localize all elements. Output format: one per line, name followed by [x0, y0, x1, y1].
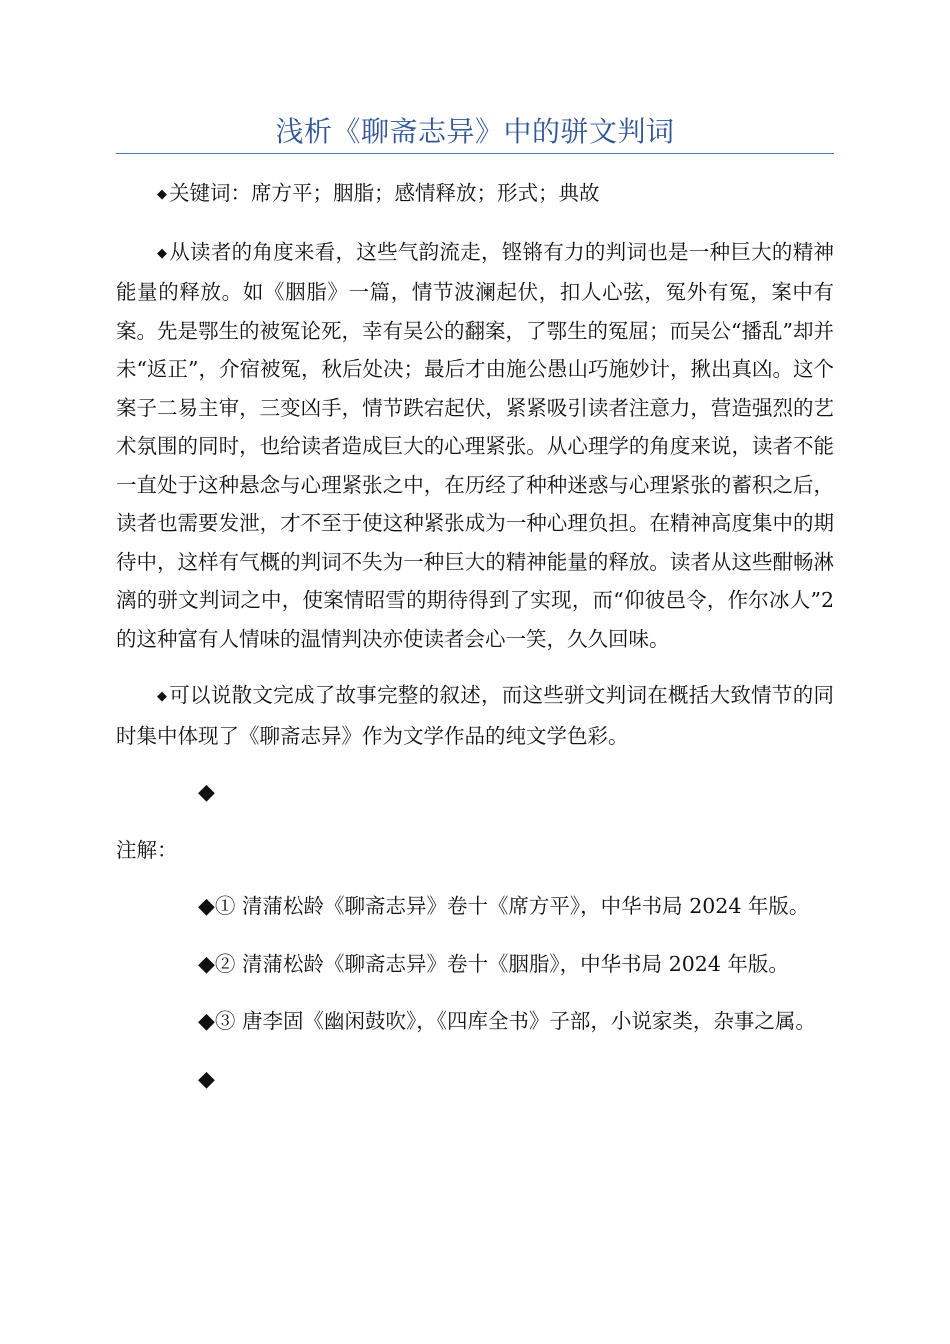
- diamond-bullet-icon: ◆: [157, 689, 168, 704]
- separator-diamond: [116, 1060, 834, 1100]
- diamond-bullet-icon: ◆: [157, 187, 167, 202]
- diamond-icon: ◆: [198, 1066, 215, 1092]
- note-text: ② 清蒲松龄《聊斋志异》卷十《胭脂》，中华书局 2024 年版。: [214, 951, 789, 976]
- keywords-text: 关键词：席方平；胭脂；感情释放；形式；典故: [169, 181, 600, 205]
- document-title: 浅析《聊斋志异》中的骈文判词: [275, 115, 675, 148]
- diamond-icon: ◆: [198, 780, 215, 805]
- notes-heading: 注解：: [116, 837, 178, 862]
- note-text: ③ 唐李固《幽闲鼓吹》，《四库全书》子部，小说家类，杂事之属。: [214, 1009, 816, 1033]
- body-paragraph: [116, 676, 834, 755]
- diamond-bullet-icon: ◆: [157, 245, 168, 261]
- diamond-bullet-icon: ◆: [198, 894, 215, 919]
- paragraph-text: 可以说散文完成了故事完整的叙述，而这些骈文判词在概括大致情节的同时集中体现了《聊斋志异》作为文学作品的纯文学色彩。: [116, 683, 834, 748]
- note-text: ① 清蒲松龄《聊斋志异》卷十《席方平》，中华书局 2024 年版。: [214, 894, 810, 918]
- diamond-bullet-icon: ◆: [198, 951, 215, 977]
- note-item: [116, 887, 834, 927]
- note-item: [116, 1002, 834, 1042]
- note-item: [116, 945, 834, 985]
- paragraph-text: 从读者的角度来看，这些气韵流走，铿锵有力的判词也是一种巨大的精神能量的释放。如《胭脂》一篇，情节波澜起伏，扣人心弦，冤外有冤，案中有案。先是鄂生的被冤论死，幸有吴公的翻案，了鄂生的冤屈；而吴公“播乱”却并未“返正”，介宿被冤，秋后处决；最后才由施公愚山巧施妙计，揪出真凶。这个案子二易主审，三变凶手，情节跌宕起伏，紧紧吸引读者注意力，营造强烈的艺术氛围的同时，也给读者造成巨大的心理紧张。从心理学的角度来说，读者不能一直处于这种悬念与心理紧张之中，在历经了种种迷惑与心理紧张的蓄积之后，读者也需要发泄，才不至于使这种紧张成为一种心理负担。在精神高度集中的期待中，这样有气概的判词不失为一种巨大的精神能量的释放。读者从这些酣畅淋漓的骈文判词之中，使案情昭雪的期待得到了实现，而“仰彼邑令，作尔冰人”2的这种富有人情味的温情判决亦使读者会心一笑，久久回味。: [116, 239, 834, 651]
- title-underline: [116, 153, 834, 154]
- body-paragraph: [116, 233, 834, 659]
- separator-diamond: [116, 773, 834, 813]
- document-body: [116, 174, 834, 1117]
- diamond-bullet-icon: ◆: [198, 1009, 215, 1034]
- keywords-paragraph: [116, 174, 834, 215]
